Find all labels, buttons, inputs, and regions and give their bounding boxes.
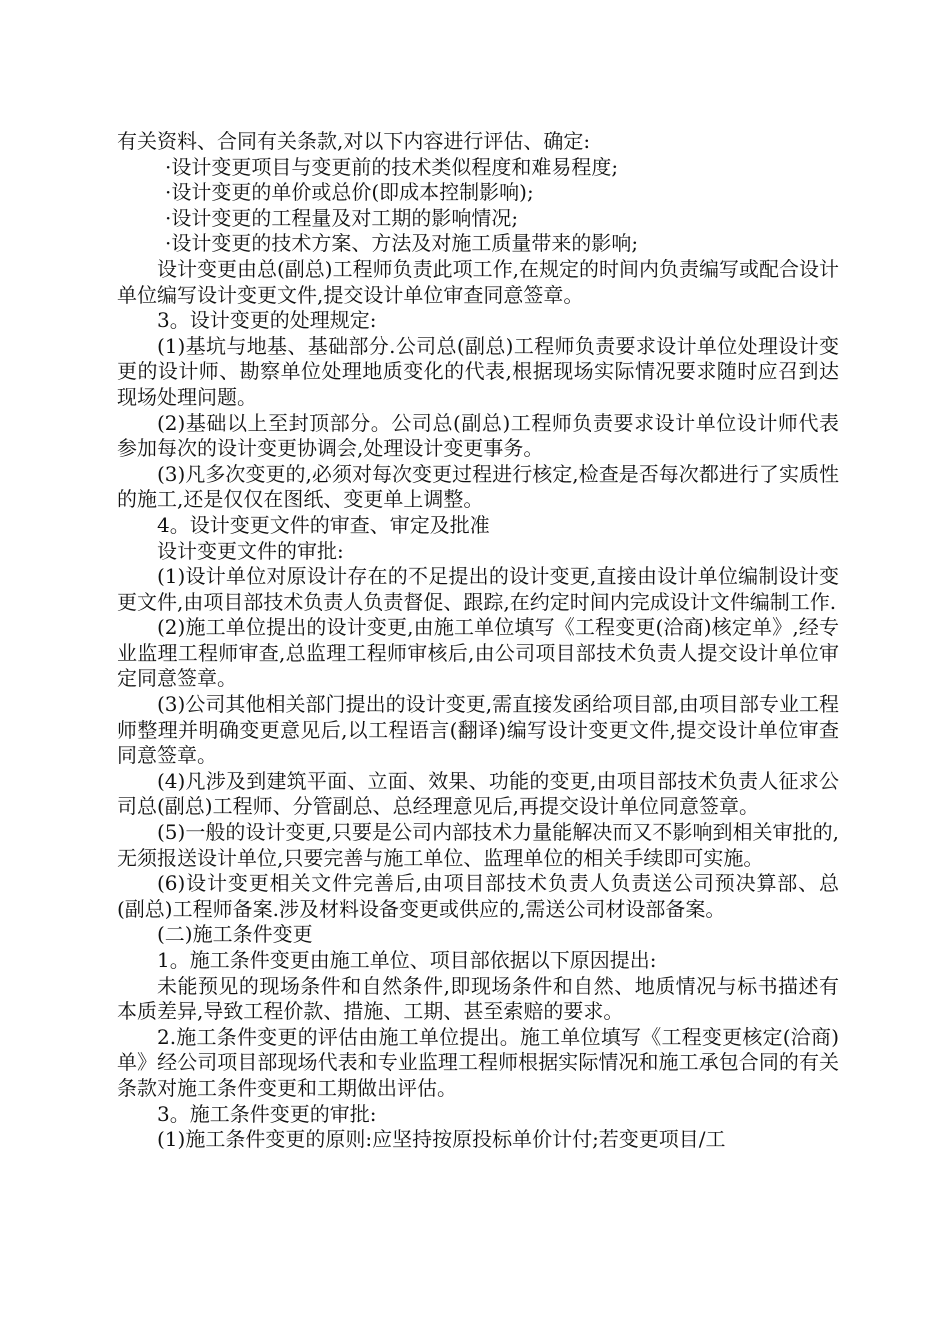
heading-site-condition-change: (二)施工条件变更 [157, 922, 313, 947]
paragraph-approval-1: (1)设计单位对原设计存在的不足提出的设计变更,直接由设计单位编制设计变更文件,由项目部技术负责人负责督促、跟踪,在约定时间内完成设计文件编制工作. [117, 564, 839, 614]
paragraph-site-condition-principle: (1)施工条件变更的原则:应坚持按原投标单价计付;若变更项目/工 [157, 1127, 726, 1152]
bullet-unit-price: ·设计变更的单价或总价(即成本控制影响); [165, 180, 534, 205]
paragraph-rule-2: (2)基础以上至封顶部分。公司总(副总)工程师负责要求设计单位设计师代表参加每次的设计变更协调会,处理设计变更事务。 [117, 410, 839, 461]
heading-handling-rules: 3。设计变更的处理规定: [157, 308, 377, 333]
paragraph-evaluation-intro: 有关资料、合同有关条款,对以下内容进行评估、确定: [117, 129, 591, 153]
bullet-quantity-schedule: ·设计变更的工程量及对工期的影响情况; [165, 205, 519, 230]
paragraph-approval-3: (3)公司其他相关部门提出的设计变更,需直接发函给项目部,由项目部专业工程师整理并明确变更意见后,以工程语言(翻译)编写设计变更文件,提交设计单位审查同意签章。 [117, 692, 839, 768]
paragraph-site-condition-2: 2.施工条件变更的评估由施工单位提出。施工单位填写《工程变更核定(洽商)单》经公司项目部现场代表和专业监理工程师根据实际情况和施工承包合同的有关条款对施工条件变更和工期做出评估。 [117, 1024, 839, 1100]
paragraph-approval-2: (2)施工单位提出的设计变更,由施工单位填写《工程变更(洽商)核定单》,经专业监理工程师审查,总监理工程师审核后,由公司项目部技术负责人提交设计单位审定同意签章。 [117, 615, 839, 691]
heading-review-approval: 4。设计变更文件的审查、审定及批准 [157, 512, 490, 537]
paragraph-chief-engineer-duty: 设计变更由总(副总)工程师负责此项工作,在规定的时间内负责编写或配合设计单位编写设计变更文件,提交设计单位审查同意签章。 [117, 256, 839, 307]
heading-site-condition-approval: 3。施工条件变更的审批: [157, 1101, 377, 1126]
paragraph-approval-5: (5)一般的设计变更,只要是公司内部技术力量能解决而又不影响到相关审批的,无须报送设计单位,只要完善与施工单位、监理单位的相关手续即可实施。 [117, 820, 839, 870]
bullet-tech-plan: ·设计变更的技术方案、方法及对施工质量带来的影响; [165, 231, 639, 256]
paragraph-rule-3: (3)凡多次变更的,必须对每次变更过程进行核定,检查是否每次都进行了实质性的施工,还是仅仅在图纸、变更单上调整。 [117, 461, 839, 512]
bullet-tech-similarity: ·设计变更项目与变更前的技术类似程度和难易程度; [165, 154, 619, 179]
paragraph-approval-6: (6)设计变更相关文件完善后,由项目部技术负责人负责送公司预决算部、总(副总)工程师备案.涉及材料设备变更或供应的,需送公司材设部备案。 [117, 871, 839, 921]
document-body [117, 129, 839, 1153]
paragraph-unforeseen-conditions: 未能预见的现场条件和自然条件,即现场条件和自然、地质情况与标书描述有本质差异,导致工程价款、措施、工期、甚至索赔的要求。 [117, 973, 839, 1024]
paragraph-site-condition-1: 1。施工条件变更由施工单位、项目部依据以下原因提出: [157, 948, 657, 972]
subheading-approval: 设计变更文件的审批: [157, 538, 344, 563]
paragraph-approval-4: (4)凡涉及到建筑平面、立面、效果、功能的变更,由项目部技术负责人征求公司总(副总)工程师、分管副总、总经理意见后,再提交设计单位同意签章。 [117, 768, 839, 819]
paragraph-rule-1: (1)基坑与地基、基础部分.公司总(副总)工程师负责要求设计单位处理设计变更的设计师、勘察单位处理地质变化的代表,根据现场实际情况要求随时应召到达现场处理问题。 [117, 333, 839, 409]
